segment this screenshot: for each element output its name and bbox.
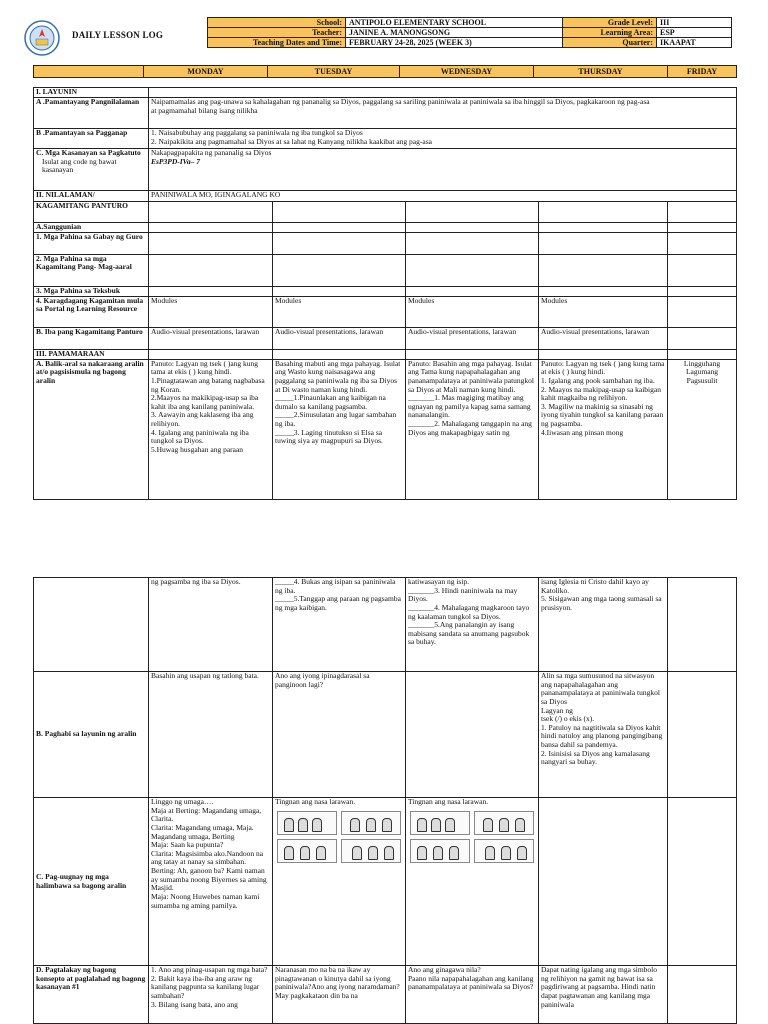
paganap-label: B .Pamantayan sa Pagganap	[34, 129, 149, 149]
pamamaraan-label: III. PAMAMARAAN	[34, 349, 149, 359]
teacher-value: JANINE A. MANONGSONG	[346, 28, 563, 38]
gabay-cell	[668, 232, 737, 254]
grade-label: Grade Level:	[563, 18, 657, 28]
cont-mon: ng pagsamba ng iba sa Diyos.	[149, 578, 273, 672]
kagamitang-cell	[539, 202, 668, 223]
area-value: ESP	[657, 28, 732, 38]
gabay-label: 1. Mga Pahina sa Gabay ng Guro	[34, 232, 149, 254]
paghabi-tue: Ano ang iyong ipinagdarasal sa panginoon lagi?	[273, 672, 406, 798]
paghabi-wed	[406, 672, 539, 798]
iba-mon: Audio-visual presentations, larawan	[149, 327, 273, 349]
illustration-group	[275, 807, 403, 863]
kasanayan-value-cell	[149, 149, 737, 191]
pagtalakay-label: D. Pagtalakay ng bagong konsepto at paglalahad ng bagong kasanayan #1	[34, 966, 149, 1024]
cont-thu: isang Iglesia ni Cristo dahil kayo ay Katoliko. 5. Sisigawan ang mga taong sumasali sa prusisyon.	[539, 578, 668, 672]
days-blank-cell	[34, 66, 144, 78]
layunin-blank	[149, 88, 737, 98]
school-value: ANTIPOLO ELEMENTARY SCHOOL	[346, 18, 563, 28]
balik-wed: Panuto: Basahin ang mga pahayag. Isulat ang Tama kung napapahalagahan ang pananampalataya at paniniwala patungkol sa Diyos at Mali naman kung hindi. _______1. Mas magiging matibay ang ugnayan ng pamilya kapag sama samang nananalangin. _______2. Mahalagang tanggapin na ang Diyos ang makapagbigay satin ng	[406, 359, 539, 499]
paghabi-label: B. Paghabi sa layunin ng aralin	[34, 672, 149, 798]
day-thursday: THURSDAY	[534, 66, 668, 78]
grade-value: III	[657, 18, 732, 28]
quarter-label: Quarter:	[563, 38, 657, 48]
sanggunian-label: A.Sanggunian	[34, 223, 149, 233]
teksbuk-cell	[668, 286, 737, 296]
kagamitan-cell	[149, 254, 273, 286]
kagamitan-cell	[539, 254, 668, 286]
pamamaraan-cell	[273, 349, 406, 359]
pagtalakay-wed: Ano ang ginagawa nila? Paano nila napapahalagahan ang kanilang pananampalataya at paniniwala sa Diyos?	[406, 966, 539, 1024]
lesson-table-1	[33, 87, 737, 500]
dates-label: Teaching Dates and Time:	[208, 38, 346, 48]
nilalaman-label: II. NILALAMAN/	[34, 191, 149, 202]
day-friday: FRIDAY	[668, 66, 737, 78]
kasanayan-cell	[34, 149, 149, 191]
pagtalakay-fri	[668, 966, 737, 1024]
teksbuk-cell	[539, 286, 668, 296]
teksbuk-label: 3. Mga Pahina sa Teksbuk	[34, 286, 149, 296]
iba-fri	[668, 327, 737, 349]
day-monday: MONDAY	[144, 66, 268, 78]
worship-illustration	[277, 839, 337, 863]
balik-mon: Panuto: Lagyan ng tsek ( )ang kung tama at ekis ( ) kung hindi. 1.Pinagtatawan ang batang nagbabasa ng Koran. 2.Maayos na makikipag-usap sa iba kahit iba ang kanilang paniniwala. 3. Aawayin ang kaklaseng iba ang relihiyon. 4. Igalang ang paniniwala ng iba tungkol sa Diyos. 5.Huwag husgahan ang paraan	[149, 359, 273, 499]
cont-wed: katiwasayan ng isip. _______3. Hindi naniniwala na may Diyos. _______4. Mahalagang magkaroon tayo ng kaalaman tungkol sa Diyos. _______5.Ang panalangin ay isang mabisang sandata sa anumang pagsubok sa buhay.	[406, 578, 539, 672]
balik-thu: Panuto: Lagyan ng tsek ( )ang kung tama at ekis ( ) kung hindi. 1. Igalang ang pook sambahan ng iba. 2. Maayos na makipag-usap sa kaibigan kahit magkaiba ng relihiyon. 3. Magiliw na makinig sa sinasabi ng iyong tiyahin tungkol sa kanilang paraan ng pagsamba. 4.Iiwasan ang pinsan mong	[539, 359, 668, 499]
pamamaraan-cell	[149, 349, 273, 359]
iba-thu: Audio-visual presentations, larawan	[539, 327, 668, 349]
days-header-row	[33, 65, 737, 78]
pagtalakay-thu: Dapat nating igalang ang mga simbolo ng relihiyon na gamit ng bawat isa sa pagdiriwang at pagsamba. Hindi natin dapat pagtawanan ang kanilang mga paniniwala	[539, 966, 668, 1024]
bible-reading-illustration	[474, 839, 534, 863]
portal-mon: Modules	[149, 296, 273, 327]
kasanayan-code: EsP3PD-IVa– 7	[151, 156, 200, 166]
document-title: DAILY LESSON LOG	[72, 30, 164, 40]
pag-uugnay-label: C. Pag-uugnay ng mga halimbawa sa bagong aralin	[34, 798, 149, 966]
iba-wed: Audio-visual presentations, larawan	[406, 327, 539, 349]
teacher-label: Teacher:	[208, 28, 346, 38]
day-tuesday: TUESDAY	[268, 66, 400, 78]
illustration-group	[408, 807, 536, 863]
nilalaman-value: PANINIWALA MO, IGINAGALANG KO	[149, 191, 737, 202]
sanggunian-cell	[668, 223, 737, 233]
kagamitan-cell	[668, 254, 737, 286]
pag-uugnay-fri	[668, 798, 737, 966]
portal-label: 4. Karagdagang Kagamitan mula sa Portal ng Learning Resource	[34, 296, 149, 327]
header-info-table	[207, 17, 732, 48]
kagamitang-cell	[149, 202, 273, 223]
pag-uugnay-mon: Linggo ng umaga…. Maja at Berting: Magandang umaga, Clarita. Clarita: Magandang umaga, Maja. Magandang umaga, Berting Maja: Saan ka pupunta? Clarita: Magsisimba ako.Nandoon na ang tatay at nanay sa simbahan. Berting: Ah, ganoon ba? Kami naman ay sumamba noong Biyernes sa aming Masjid. Maja: Noong Huwebes naman kami sumamba ng aming pamilya.	[149, 798, 273, 966]
church-gathering-illustration	[341, 811, 401, 835]
portal-thu: Modules	[539, 296, 668, 327]
kagamitang-cell	[668, 202, 737, 223]
pamantayang-value: Naipamamalas ang pag-unawa sa kahalagahan ng pananalig sa Diyos, paggalang sa sariling paniniwala at paniniwala sa iba hinggil sa Diyos, pagkakaroon ng pag-asa at pagmamahal bilang isang nilikha	[149, 98, 737, 129]
family-prayer-illustration	[410, 811, 470, 835]
pamamaraan-cell	[406, 349, 539, 359]
kagamitan-cell	[406, 254, 539, 286]
praying-family-illustration	[277, 811, 337, 835]
kagamitang-label: KAGAMITANG PANTURO	[34, 202, 149, 223]
pag-uugnay-wed-cell	[406, 798, 539, 966]
mass-illustration	[474, 811, 534, 835]
kasanayan-label: C. Mga Kasanayan sa Pagkatuto	[36, 148, 141, 157]
pamamaraan-cell	[539, 349, 668, 359]
cont-tue: _____4. Bukas ang isipan sa paniniwala ng iba. _____5.Tanggap ang paraan ng pagsamba ng mga kaibigan.	[273, 578, 406, 672]
area-label: Learning Area:	[563, 28, 657, 38]
gabay-cell	[149, 232, 273, 254]
gabay-cell	[539, 232, 668, 254]
pag-uugnay-thu	[539, 798, 668, 966]
paghabi-mon: Basahin ang usapan ng tatlong bata.	[149, 672, 273, 798]
paghabi-thu: Alin sa mga sumusunod na sitwasyon ang napapahalagahan ang pananampalataya at paniniwala tungkol sa Diyos Lagyan ng tsek (/) o ekis (x). 1. Patuloy na nagtitiwala sa Diyos kahit hindi natuloy ang planong pangingibang bansa dahil sa pandemya. 2. Isinisisi sa Diyos ang kamalasang nangyari sa buhay.	[539, 672, 668, 798]
kasanayan-sub: Isulat ang code ng bawat kasanayan	[42, 156, 117, 175]
school-label: School:	[208, 18, 346, 28]
kagamitang-cell	[273, 202, 406, 223]
pag-uugnay-tue: Tingnan ang nasa larawan.	[275, 797, 356, 806]
deped-seal-icon	[24, 20, 60, 56]
sanggunian-cell	[273, 223, 406, 233]
sanggunian-cell	[406, 223, 539, 233]
teksbuk-cell	[149, 286, 273, 296]
pamantayang-label: A .Pamantayang Pangnilalaman	[34, 98, 149, 129]
balik-label: A. Balik-aral sa nakaraang aralin at/o pagsisismula ng bagong aralin	[34, 359, 149, 499]
paganap-value: 1. Naisabubuhay ang paggalang sa paniniwala ng iba tungkol sa Diyos 2. Naipakikita ang pagmamahal sa Diyos at sa lahat ng Kanyang nilikha kaakibat ang pag-asa	[149, 129, 737, 149]
pagtalakay-tue: Naranasan mo na ba na ikaw ay pinagtawanan o kinutya dahil sa iyong paniniwala?Ano ang iyong naramdaman? May pagkakataon din ba na	[273, 966, 406, 1024]
quarter-value: IKAAPAT	[657, 38, 732, 48]
day-wednesday: WEDNESDAY	[400, 66, 534, 78]
pamamaraan-cell	[668, 349, 737, 359]
lesson-table-2	[33, 577, 737, 1024]
layunin-heading: I. LAYUNIN	[34, 88, 149, 98]
kasanayan-value: Nakapagpapakita ng pananalig sa Diyos	[151, 148, 272, 157]
portal-wed: Modules	[406, 296, 539, 327]
cont-label-cell	[34, 578, 149, 672]
portal-fri	[668, 296, 737, 327]
dates-value: FEBRUARY 24-28, 2025 (WEEK 3)	[346, 38, 563, 48]
paghabi-fri	[668, 672, 737, 798]
sanggunian-cell	[149, 223, 273, 233]
teksbuk-cell	[273, 286, 406, 296]
iba-label: B. Iba pang Kagamitang Panturo	[34, 327, 149, 349]
sanggunian-cell	[539, 223, 668, 233]
teksbuk-cell	[406, 286, 539, 296]
kagamitan-label: 2. Mga Pahina sa mga Kagamitang Pang- Mag-aaral	[34, 254, 149, 286]
pag-uugnay-tue-cell	[273, 798, 406, 966]
kagamitang-cell	[406, 202, 539, 223]
balik-fri: Lingguhang Lagumang Pagsusulit	[668, 359, 737, 499]
balik-tue: Basahing mabuti ang mga pahayag. Isulat ang Wasto kung naisasagawa ang paggalang sa paniniwala ng iba sa Diyos at Di wasto naman kung hindi. _____1.Pinaunlakan ang kaibigan na dumalo sa kanilang pagsamba. _____2.Sinusulatan ang lugar sambahan ng iba. _____3. Laging tinutukso si Elsa sa tuwing siya ay magpupuri sa Diyos.	[273, 359, 406, 499]
pag-uugnay-wed: Tingnan ang nasa larawan.	[408, 797, 489, 806]
iba-tue: Audio-visual presentations, larawan	[273, 327, 406, 349]
mosque-prayer-illustration	[410, 839, 470, 863]
portal-tue: Modules	[273, 296, 406, 327]
gabay-cell	[406, 232, 539, 254]
prayer-group-illustration	[341, 839, 401, 863]
pagtalakay-mon: 1. Ano ang pinag-usapan ng mga bata? 2. Bakit kaya iba-iba ang araw ng kanilang pagpunta sa kanilang lugar sambahan? 3. Bilang isang bata, ano ang	[149, 966, 273, 1024]
gabay-cell	[273, 232, 406, 254]
cont-fri	[668, 578, 737, 672]
kagamitan-cell	[273, 254, 406, 286]
